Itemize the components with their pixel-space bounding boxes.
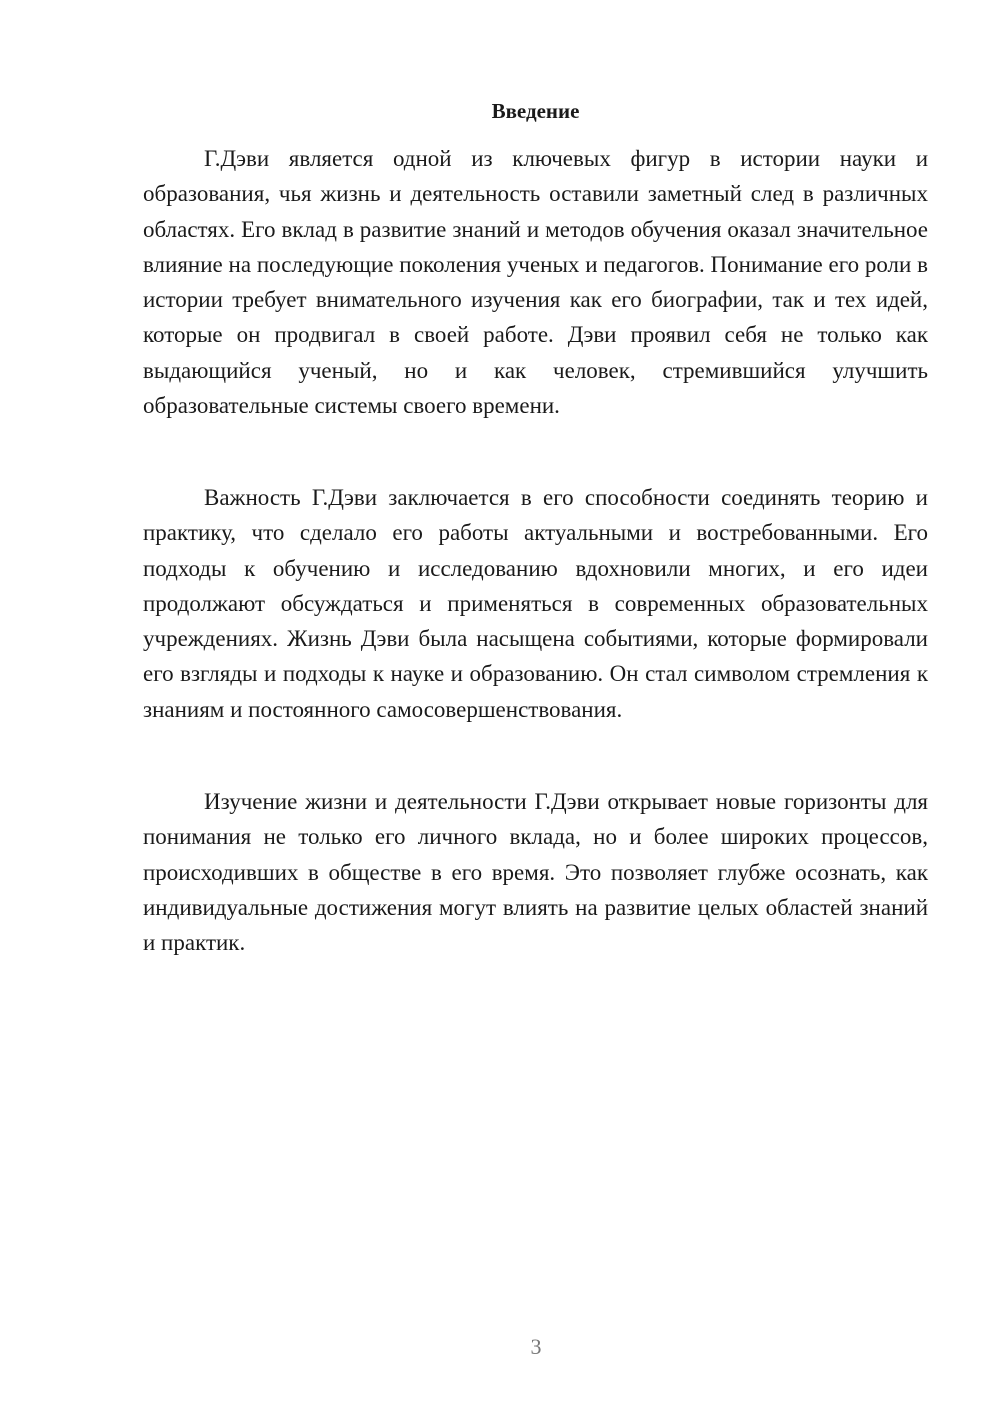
page-number: 3 (530, 1334, 542, 1359)
paragraph-1: Г.Дэви является одной из ключевых фигур в истории науки и образования, чья жизнь и деятельность оставили заметный след в различных областях. Его вклад в развитие знаний и методов обучения оказал значительное влияние на последующие поколения ученых и педагогов. Понимание его роли в истории требует внимательного изучения как его биографии, так и тех идей, которые он продвигал в своей работе. Дэви проявил себя не только как выдающийся ученый, но и как человек, стремившийся улучшить образовательные системы своего времени. (143, 146, 928, 419)
section-heading: Введение (491, 99, 580, 123)
paragraph-2: Важность Г.Дэви заключается в его способности соединять теорию и практику, что сделало его работы актуальными и востребованными. Его подходы к обучению и исследованию вдохновили многих, и его идеи продолжают обсуждаться и применяться в современных образовательных учреждениях. Жизнь Дэви была насыщена событиями, которые формировали его взгляды и подходы к науке и образованию. Он стал символом стремления к знаниям и постоянного самосовершенствования. (143, 485, 928, 722)
paragraph-3: Изучение жизни и деятельности Г.Дэви открывает новые горизонты для понимания не только его личного вклада, но и более широких процессов, происходивших в обществе в его время. Это позволяет глубже осознать, как индивидуальные достижения могут влиять на развитие целых областей знаний и практик. (143, 789, 928, 956)
